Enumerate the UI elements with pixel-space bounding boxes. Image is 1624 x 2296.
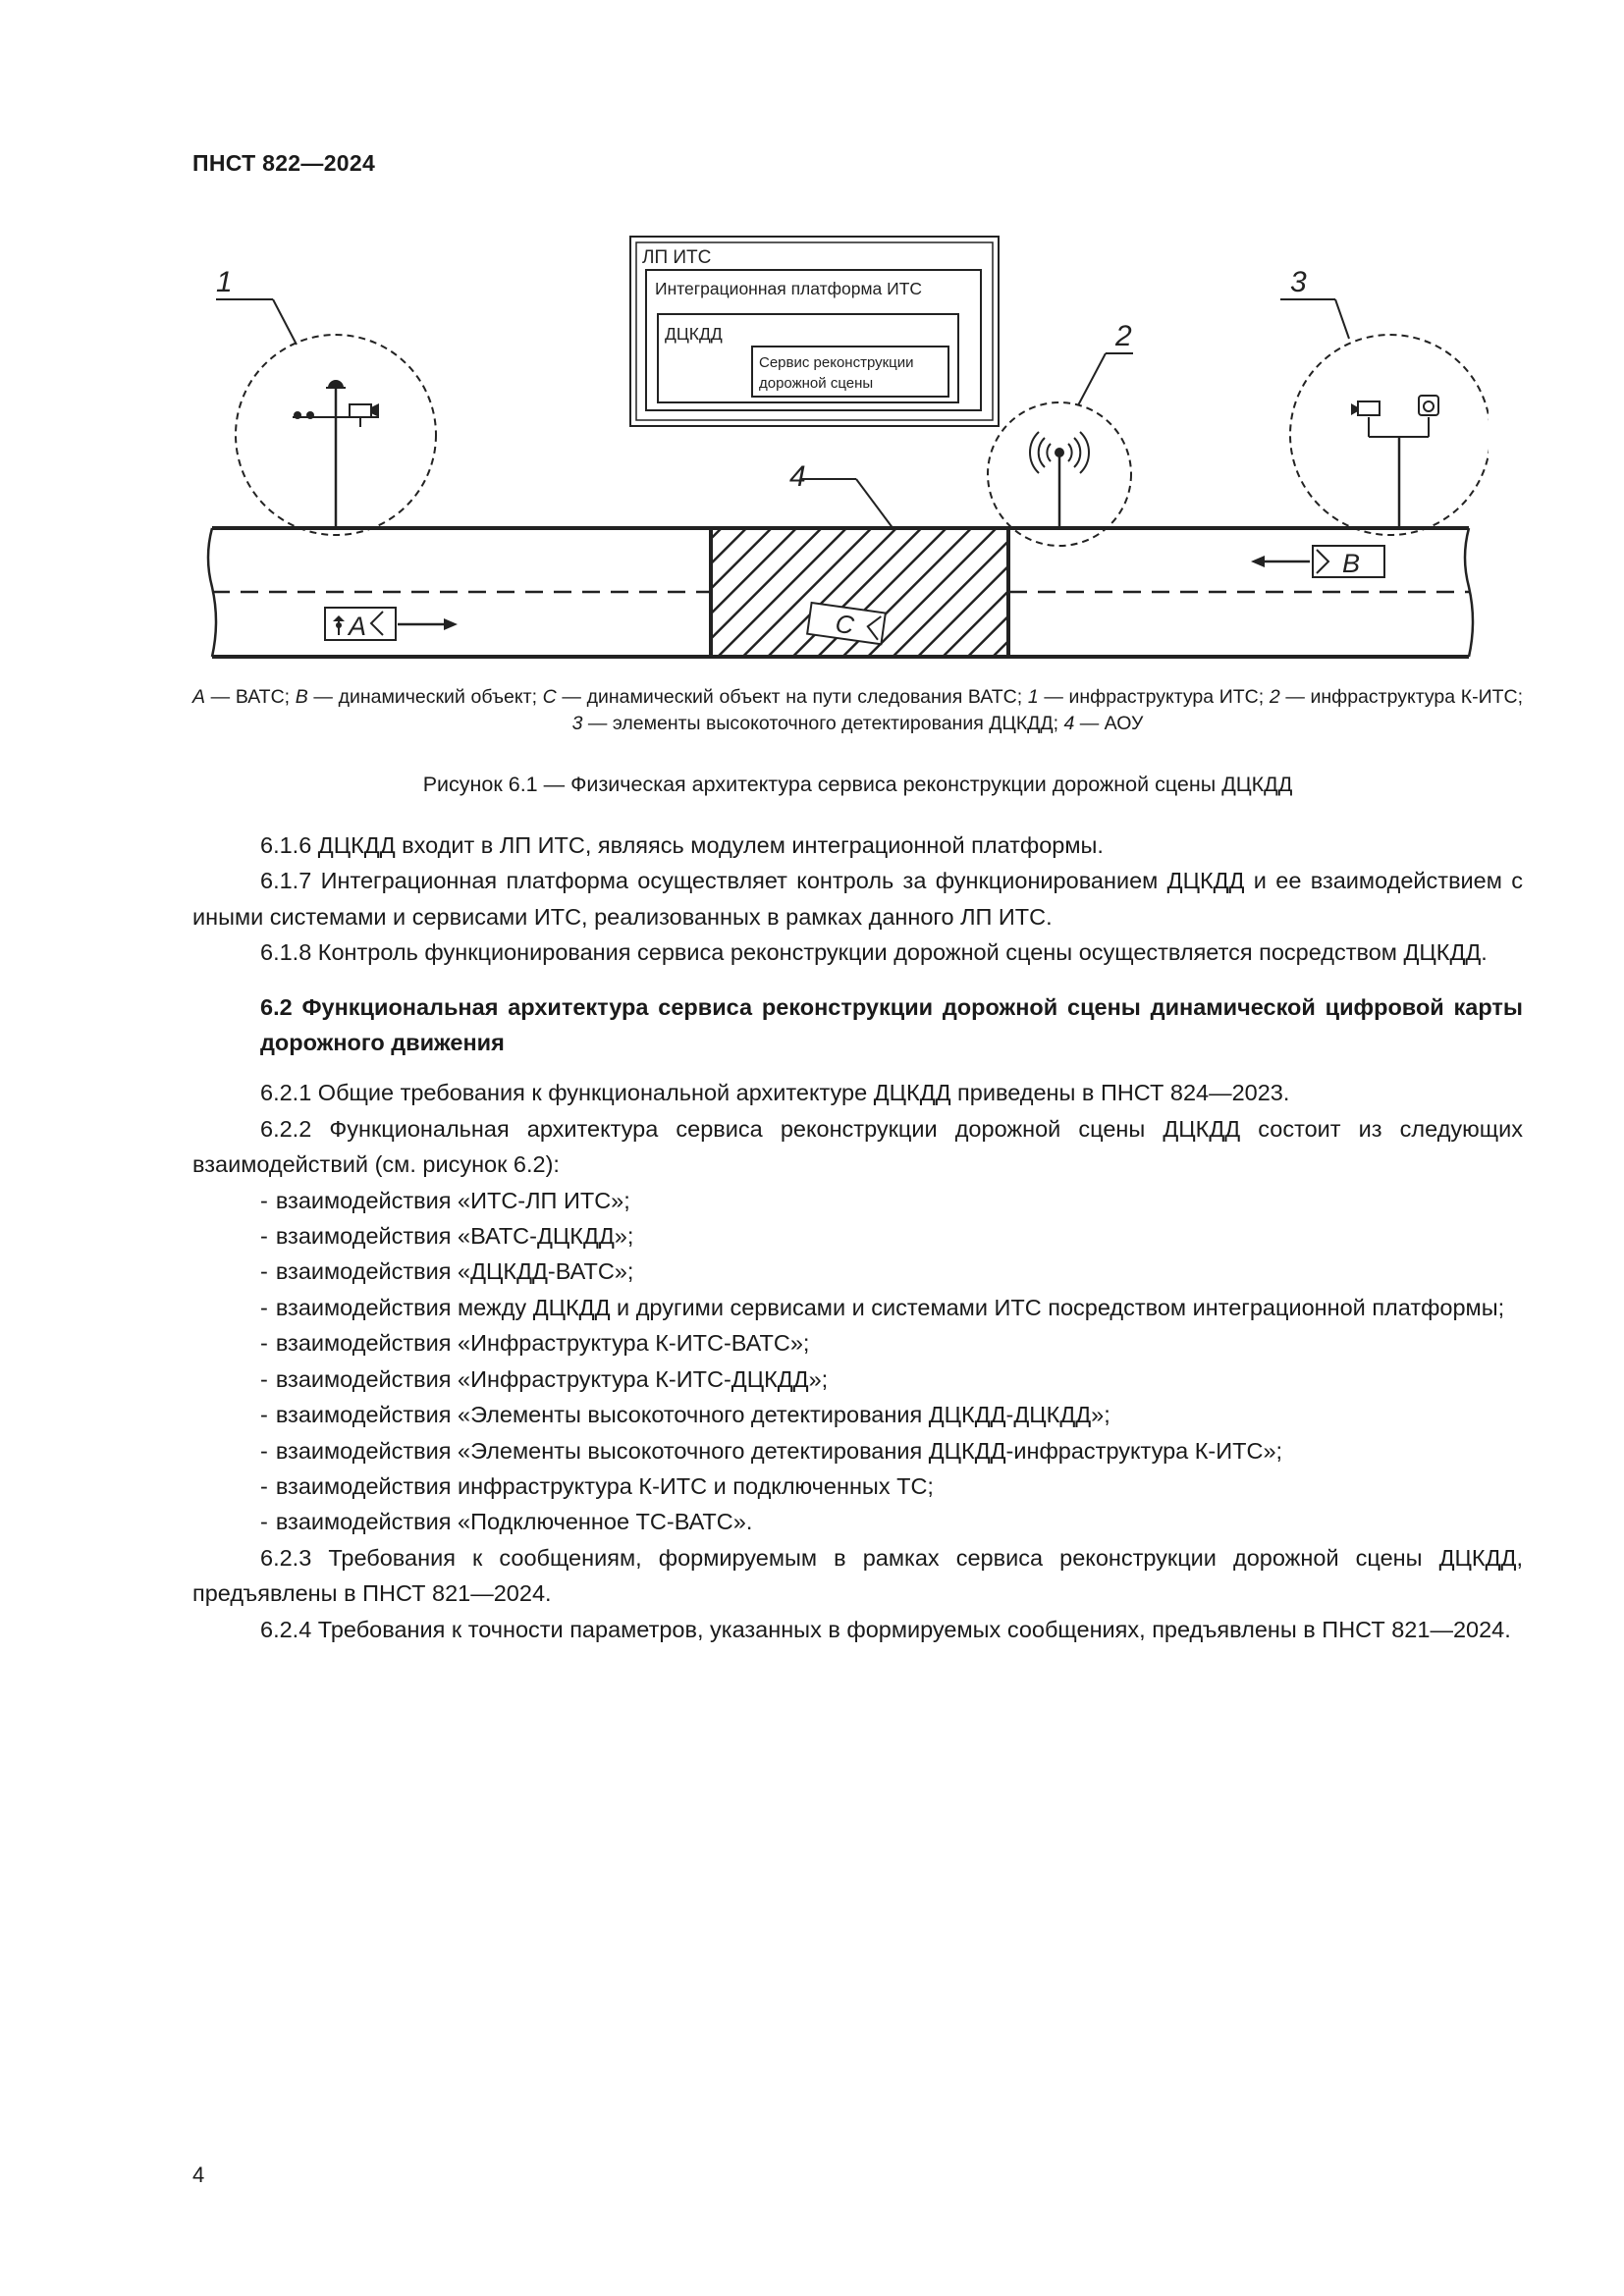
service-label-line1: Сервис реконструкции xyxy=(759,354,914,371)
paragraph-6-1-6: 6.1.6 ДЦКДД входит в ЛП ИТС, являясь модулем интеграционной платформы. xyxy=(260,832,1104,858)
list-item-text: взаимодействия «Подключенное ТС-ВАТС». xyxy=(275,1509,753,1535)
list-item-text: взаимодействия «Элементы высокоточного детектирования ДЦКДД-ДЦКДД»; xyxy=(275,1402,1110,1428)
legend-key-c: C xyxy=(542,686,557,708)
paragraph-6-2-3: 6.2.3 Требования к сообщениям, формируемым в рамках сервиса реконструкции дорожной сцены ДЦКДД, предъявлены в ПНСТ 821—2024. xyxy=(192,1544,1523,1607)
list-item-text: взаимодействия «ВАТС-ДЦКДД»; xyxy=(275,1223,634,1250)
legend-text-2: — инфраструктура К-ИТС; xyxy=(1279,686,1524,708)
paragraph-6-2-2: 6.2.2 Функциональная архитектура сервиса реконструкции дорожной сцены ДЦКДД состоит из следующих взаимодействий (см. рисунок 6.2): xyxy=(192,1115,1523,1178)
vehicle-a-label: A xyxy=(349,612,367,641)
callout-4: 4 xyxy=(789,460,806,493)
list-dash: - xyxy=(260,1330,268,1357)
legend-text-1: — инфраструктура ИТС; xyxy=(1038,686,1270,708)
section-heading-6-2: 6.2 Функциональная архитектура сервиса реконструкции дорожной сцены динамической цифровой карты дорожного движения xyxy=(260,993,1523,1056)
list-item xyxy=(192,1290,1523,1325)
list-item-text: взаимодействия «Инфраструктура К-ИТС-ДЦКДД»; xyxy=(275,1365,829,1392)
page-number: 4 xyxy=(192,2163,205,2187)
object-c-label: C xyxy=(833,608,856,641)
figure-6-1 xyxy=(192,231,1489,677)
service-label-line2: дорожной сцены xyxy=(759,375,874,392)
list-dash: - xyxy=(260,1223,268,1250)
figure-legend xyxy=(192,684,1523,737)
list-dash: - xyxy=(260,1294,268,1320)
legend-text-3: — элементы высокоточного детектирования ДЦКДД; xyxy=(582,713,1064,734)
list-item xyxy=(192,1218,1523,1254)
callout-1: 1 xyxy=(216,266,233,298)
paragraph-6-2-1: 6.2.1 Общие требования к функциональной архитектуре ДЦКДД приведены в ПНСТ 824—2023. xyxy=(260,1080,1290,1106)
platform-label: Интеграционная платформа ИТС xyxy=(655,279,923,298)
legend-text-c: — динамический объект на пути следования ВАТС; xyxy=(556,686,1028,708)
list-item xyxy=(192,1325,1523,1361)
legend-text-b: — динамический объект; xyxy=(307,686,543,708)
list-dash: - xyxy=(260,1187,268,1213)
paragraph-6-2-4: 6.2.4 Требования к точности параметров, указанных в формируемых сообщениях, предъявлены в ПНСТ 821—2024. xyxy=(260,1616,1511,1642)
list-dash: - xyxy=(260,1365,268,1392)
list-dash: - xyxy=(260,1437,268,1464)
dckdd-detection-elements xyxy=(1280,266,1489,535)
dckdd-label: ДЦКДД xyxy=(665,324,723,344)
vehicle-b xyxy=(1251,546,1384,578)
legend-key-2: 2 xyxy=(1269,686,1280,708)
list-item-text: взаимодействия инфраструктура К-ИТС и подключенных ТС; xyxy=(275,1472,934,1499)
legend-key-a: A xyxy=(192,686,206,708)
c-its-infrastructure xyxy=(988,320,1133,546)
list-item-text: взаимодействия «ИТС-ЛП ИТС»; xyxy=(275,1187,630,1213)
legend-key-3: 3 xyxy=(571,713,583,734)
list-item-text: взаимодействия «Инфраструктура К-ИТС-ВАТС»; xyxy=(275,1330,810,1357)
list-item-text: взаимодействия «ДЦКДД-ВАТС»; xyxy=(275,1258,634,1285)
lp-its-label: ЛП ИТС xyxy=(642,247,712,268)
list-item xyxy=(192,1362,1523,1397)
list-item xyxy=(192,1468,1523,1504)
list-dash: - xyxy=(260,1258,268,1285)
vehicle-b-label: B xyxy=(1342,549,1361,578)
list-item-text: взаимодействия между ДЦКДД и другими сервисами и системами ИТС посредством интеграционной платформы; xyxy=(275,1294,1505,1320)
legend-text-4: — АОУ xyxy=(1074,713,1144,734)
paragraph-6-1-8: 6.1.8 Контроль функционирования сервиса реконструкции дорожной сцены осуществляется посредством ДЦКДД. xyxy=(260,939,1488,966)
document-body xyxy=(192,828,1523,1647)
list-item xyxy=(192,1183,1523,1218)
its-infrastructure xyxy=(216,266,436,535)
list-item-text: взаимодействия «Элементы высокоточного детектирования ДЦКДД-инфраструктура К-ИТС»; xyxy=(275,1437,1283,1464)
callout-3: 3 xyxy=(1290,266,1307,298)
legend-key-4: 4 xyxy=(1063,713,1075,734)
legend-text-a: — ВАТС; xyxy=(205,686,296,708)
list-dash: - xyxy=(260,1402,268,1428)
list-item xyxy=(192,1397,1523,1432)
list-item xyxy=(192,1254,1523,1289)
list-dash: - xyxy=(260,1509,268,1535)
lp-its-box xyxy=(630,237,999,426)
figure-caption: Рисунок 6.1 — Физическая архитектура сервиса реконструкции дорожной сцены ДЦКДД xyxy=(422,773,1293,796)
paragraph-6-1-7: 6.1.7 Интеграционная платформа осуществляет контроль за функционированием ДЦКДД и ее взаимодействием с иными системами и сервисами ИТС, реализованных в рамках данного ЛП ИТС. xyxy=(192,868,1523,930)
list-dash: - xyxy=(260,1472,268,1499)
legend-key-b: B xyxy=(295,686,308,708)
callout-2: 2 xyxy=(1115,320,1132,352)
list-item xyxy=(192,1504,1523,1539)
legend-key-1: 1 xyxy=(1027,686,1039,708)
vehicle-a xyxy=(325,608,458,641)
list-item xyxy=(192,1433,1523,1468)
standard-header: ПНСТ 822—2024 xyxy=(192,150,376,176)
callout-4-leader xyxy=(789,460,893,529)
